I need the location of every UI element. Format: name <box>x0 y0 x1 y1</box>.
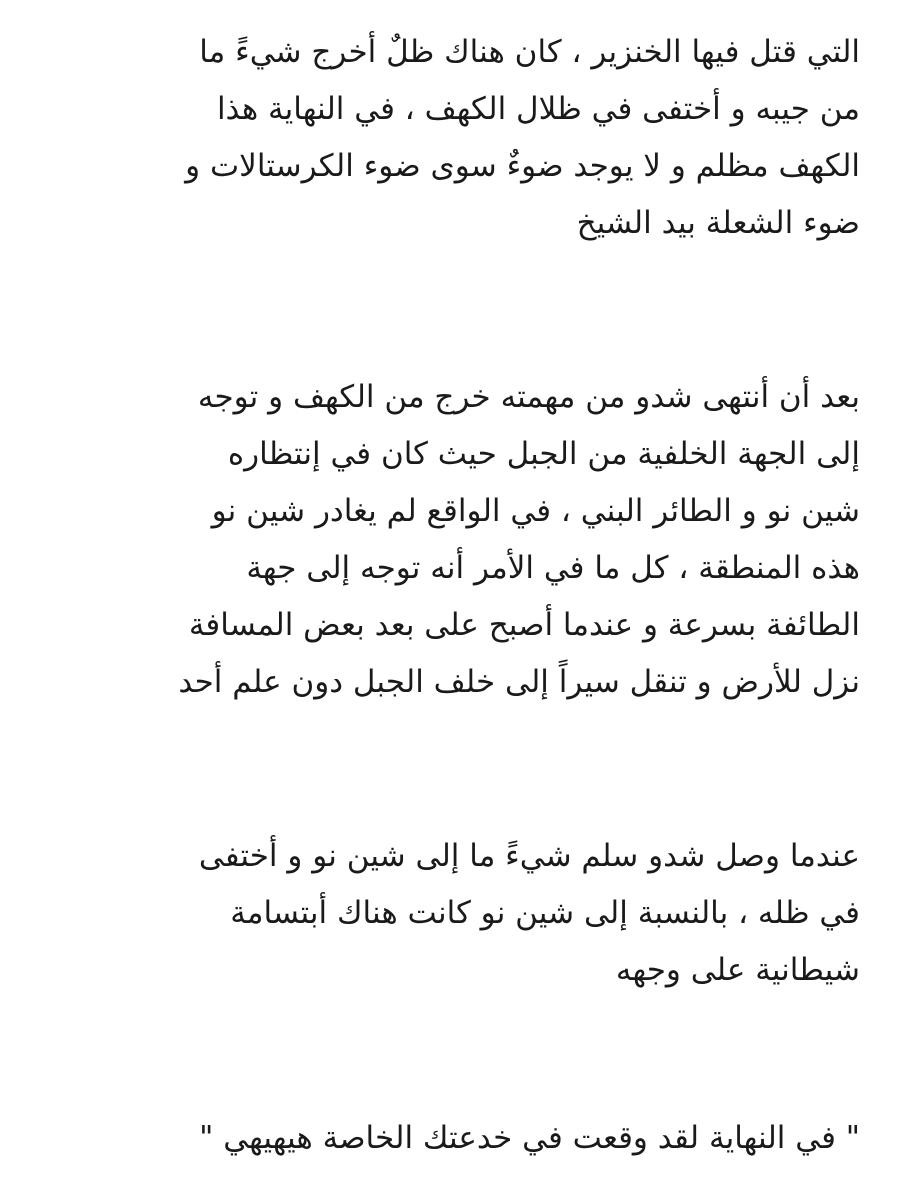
text-line: التي قتل فيها الخنزير ، كان هناك ظلٌ أخرج شيءً ما <box>199 34 860 70</box>
text-line: من جيبه و أختفى في ظلال الكهف ، في النهاية هذا <box>216 91 860 127</box>
text-line: في ظله ، بالنسبة إلى شين نو كانت هناك أبتسامة <box>230 895 860 931</box>
paragraph-3 <box>60 828 860 999</box>
paragraph-2 <box>60 369 860 711</box>
text-line: شيطانية على وجهه <box>615 952 860 988</box>
text-line: إلى الجهة الخلفية من الجبل حيث كان في إنتظاره <box>227 436 860 472</box>
text-line: الطائفة بسرعة و عندما أصبح على بعد بعض المسافة <box>188 607 860 643</box>
text-line: نزل للأرض و تنقل سيراً إلى خلف الجبل دون علم أحد <box>178 664 860 700</box>
text-line: بعد أن أنتهى شدو من مهمته خرج من الكهف و توجه <box>197 379 860 415</box>
paragraph-1 <box>60 24 860 252</box>
text-line: عندما وصل شدو سلم شيءً ما إلى شين نو و أختفى <box>198 838 860 874</box>
text-line: شين نو و الطائر البني ، في الواقع لم يغادر شين نو <box>211 493 860 529</box>
text-line: ضوء الشعلة بيد الشيخ <box>576 205 860 241</box>
text-line: هذه المنطقة ، كل ما في الأمر أنه توجه إلى جهة <box>246 550 860 586</box>
text-line: " في النهاية لقد وقعت في خدعتك الخاصة هيهيهي " <box>199 1120 860 1156</box>
text-line: الكهف مظلم و لا يوجد ضوءٌ سوى ضوء الكرستالات و <box>185 148 860 184</box>
paragraph-4 <box>60 1110 860 1167</box>
